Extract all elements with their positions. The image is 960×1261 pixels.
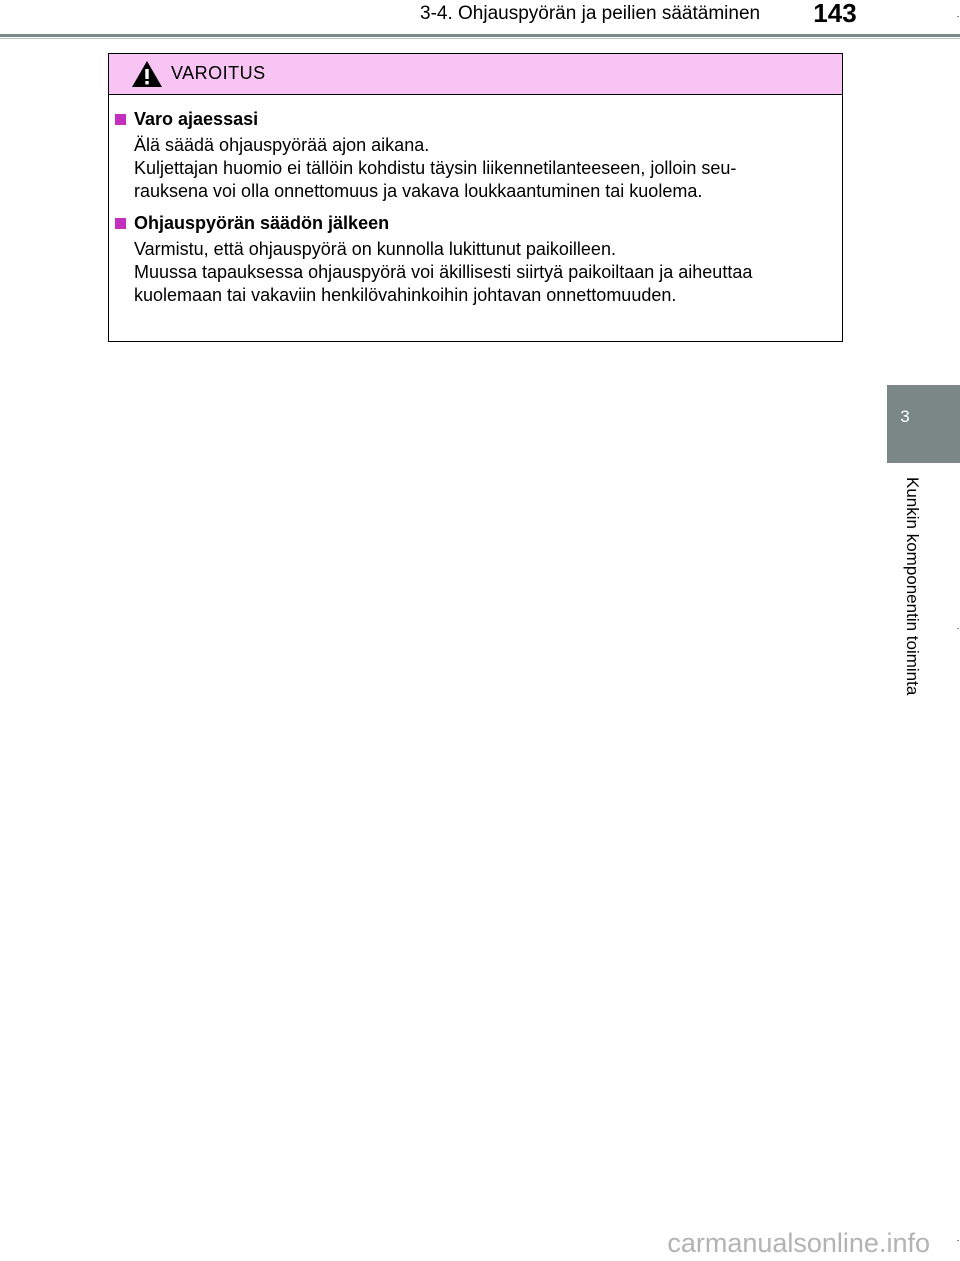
text-line: Varmistu, että ohjauspyörä on kunnolla lukittunut paikoilleen. bbox=[134, 239, 616, 259]
section-heading bbox=[115, 213, 828, 234]
section-heading-text: Varo ajaessasi bbox=[134, 109, 259, 129]
section-text bbox=[115, 134, 828, 203]
page-number: 143 bbox=[813, 0, 857, 28]
section-heading-text: Ohjauspyörän säädön jälkeen bbox=[134, 213, 390, 233]
chapter-title: Kunkin komponentin toiminta bbox=[903, 477, 922, 696]
text-line: Kuljettajan huomio ei tällöin kohdistu täysin liikennetilanteeseen, jolloin seu- bbox=[134, 158, 737, 178]
margin-mark bbox=[957, 628, 959, 629]
square-bullet-icon bbox=[115, 218, 126, 229]
section-heading bbox=[115, 109, 828, 130]
warning-section bbox=[115, 213, 828, 307]
section-title: 3-4. Ohjauspyörän ja peilien säätäminen bbox=[420, 3, 761, 24]
text-line: kuolemaan tai vakaviin henkilövahinkoihin johtavan onnettomuuden. bbox=[134, 285, 677, 305]
warning-header bbox=[109, 54, 842, 95]
chapter-number: 3 bbox=[900, 407, 910, 426]
warning-body bbox=[109, 95, 842, 307]
section-text bbox=[115, 238, 828, 307]
header-divider bbox=[0, 34, 960, 37]
footer-watermark: carmanualsonline.info bbox=[667, 1228, 930, 1258]
text-line: Älä säädä ohjauspyörää ajon aikana. bbox=[134, 135, 430, 155]
square-bullet-icon bbox=[115, 114, 126, 125]
text-line: rauksena voi olla onnettomuus ja vakava loukkaantuminen tai kuolema. bbox=[134, 181, 703, 201]
warning-box bbox=[108, 53, 843, 342]
warning-section bbox=[115, 109, 828, 203]
warning-triangle-icon bbox=[131, 60, 163, 88]
warning-label: VAROITUS bbox=[171, 63, 266, 83]
header-divider-thin bbox=[0, 38, 960, 39]
chapter-tab[interactable] bbox=[887, 385, 960, 463]
text-line: Muussa tapauksessa ohjauspyörä voi äkillisesti siirtyä paikoiltaan ja aiheuttaa bbox=[134, 262, 753, 282]
margin-mark bbox=[957, 16, 959, 17]
